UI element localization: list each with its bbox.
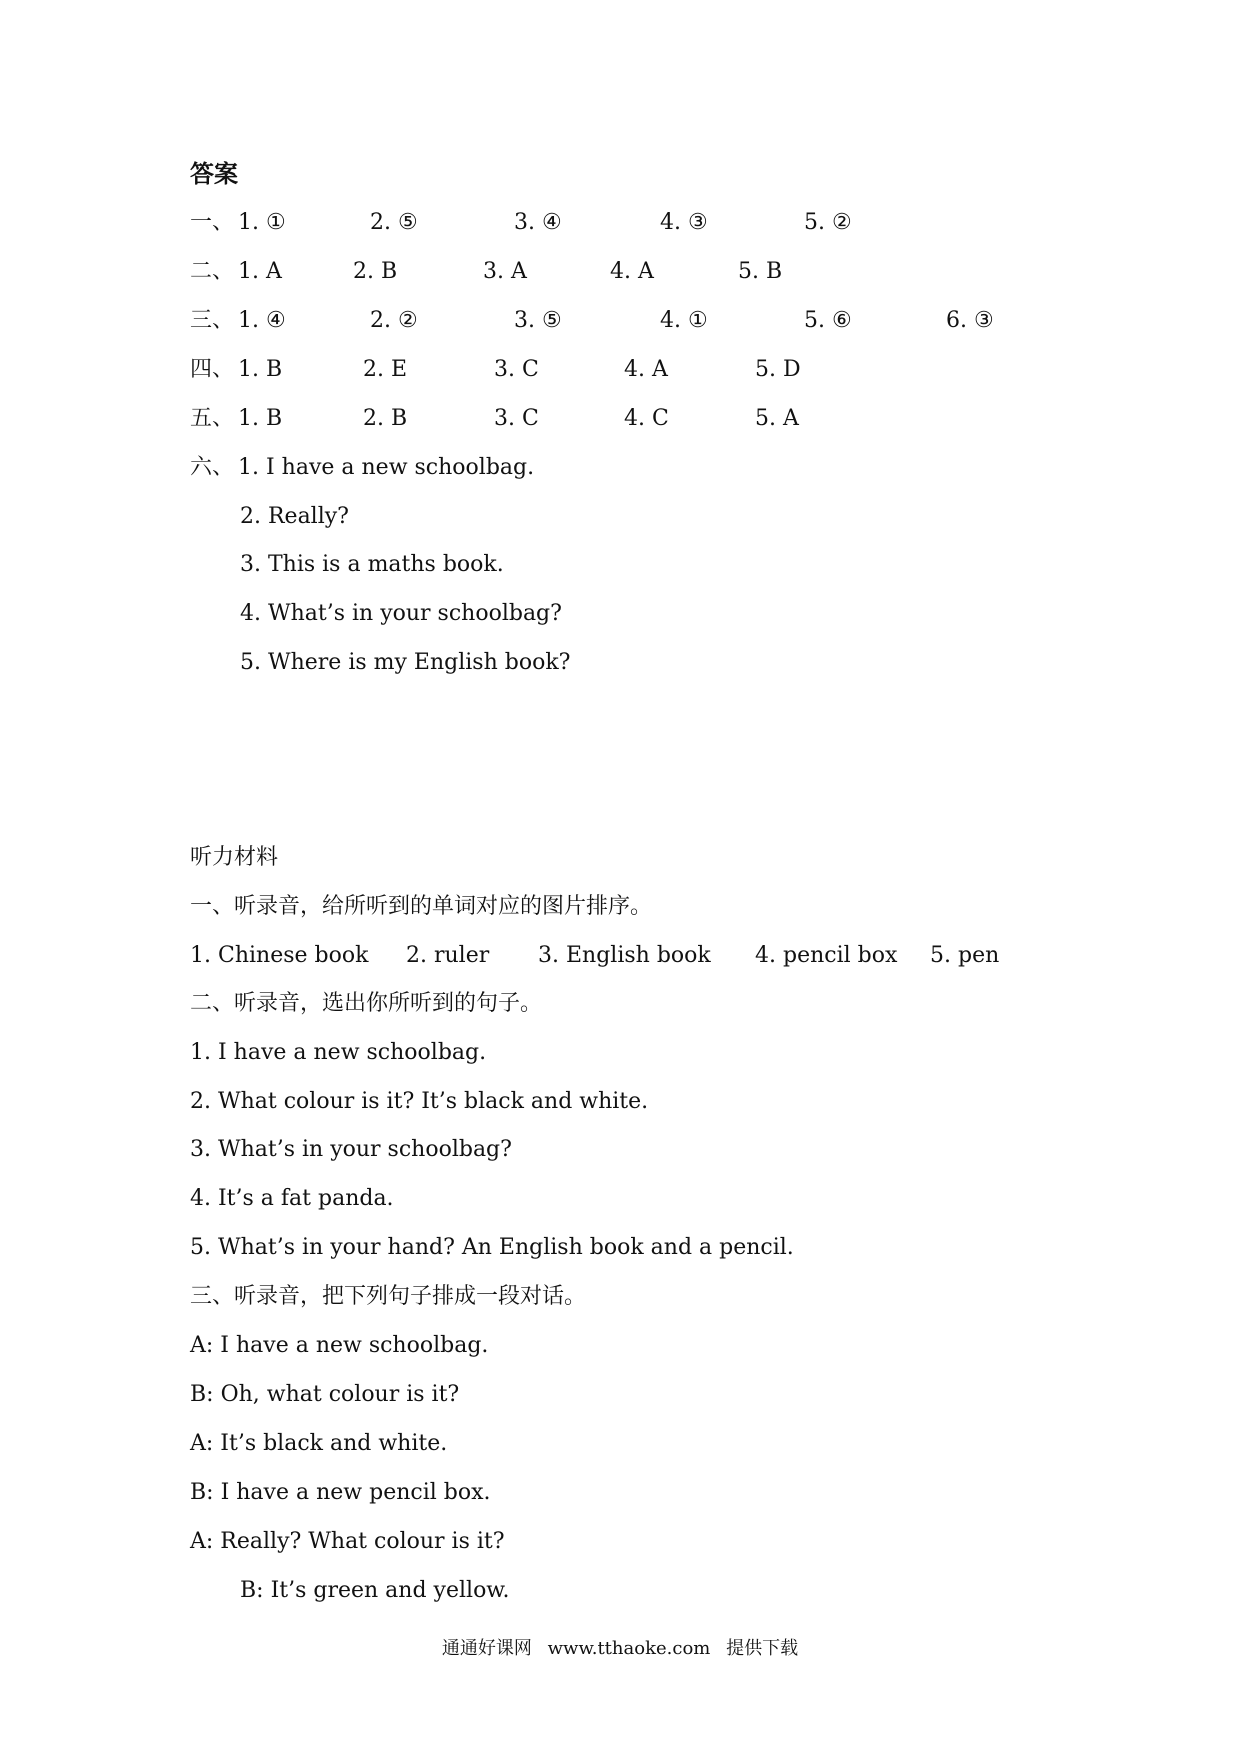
answers-title: 答案 — [190, 159, 238, 188]
row-prefix: 六、 — [190, 455, 235, 480]
answer-item: 5. A — [755, 406, 799, 431]
answer-item: 1. ④ — [238, 308, 286, 333]
answer-item: 1. B — [238, 406, 283, 431]
footer-suffix: 提供下载 — [726, 1638, 799, 1659]
listening-sentence: 1. I have a new schoolbag. — [190, 1040, 487, 1065]
row-prefix: 四、 — [190, 357, 235, 382]
word-item: 4. pencil box — [755, 943, 898, 968]
answer-item: 1. B — [238, 357, 283, 382]
dialogue-line: B: It’s green and yellow. — [240, 1578, 510, 1603]
dialogue-line: B: Oh, what colour is it? — [190, 1382, 460, 1407]
answer-item: 2. E — [363, 357, 408, 382]
listening-sentence: 3. What’s in your schoolbag? — [190, 1137, 512, 1162]
answer-sentence: 5. Where is my English book? — [240, 650, 571, 675]
answer-sentence: 4. What’s in your schoolbag? — [240, 601, 562, 626]
listening-part2-heading: 二、听录音，选出你所听到的句子。 — [190, 991, 543, 1016]
listening-sentence: 4. It’s a fat panda. — [190, 1186, 394, 1211]
word-item: 5. pen — [930, 943, 1000, 968]
answer-item: 4. A — [624, 357, 668, 382]
word-item: 3. English book — [538, 943, 711, 968]
listening-part1-heading: 一、听录音，给所听到的单词对应的图片排序。 — [190, 894, 653, 919]
answer-item: 2. B — [353, 259, 398, 284]
answer-item: 3. ⑤ — [514, 308, 562, 333]
answer-sentence: 2. Really? — [240, 504, 349, 529]
answer-item: 6. ③ — [946, 308, 994, 333]
answer-item: 2. ② — [370, 308, 418, 333]
answer-item: 4. ③ — [660, 210, 708, 235]
dialogue-line: A: It’s black and white. — [190, 1431, 448, 1456]
answer-item: 3. ④ — [514, 210, 562, 235]
answer-item: 5. B — [738, 259, 783, 284]
answer-item: 5. D — [755, 357, 801, 382]
answer-item: 5. ⑥ — [804, 308, 852, 333]
dialogue-line: A: I have a new schoolbag. — [190, 1333, 489, 1358]
answer-item: 4. A — [610, 259, 654, 284]
footer-site-name: 通通好课网 — [441, 1638, 532, 1659]
page-footer — [0, 1637, 1240, 1661]
answer-item: 2. B — [363, 406, 408, 431]
answer-sentence: 3. This is a maths book. — [240, 552, 504, 577]
answer-item: 3. C — [494, 357, 539, 382]
answer-item: 5. ② — [804, 210, 852, 235]
answer-sentence: 1. I have a new schoolbag. — [238, 455, 535, 480]
row-prefix: 二、 — [190, 259, 235, 284]
answer-item: 1. ① — [238, 210, 286, 235]
listening-title: 听力材料 — [190, 845, 279, 870]
row-prefix: 五、 — [190, 406, 235, 431]
answer-item: 1. A — [238, 259, 282, 284]
listening-sentence: 2. What colour is it? It’s black and white. — [190, 1089, 649, 1114]
dialogue-line: A: Really? What colour is it? — [190, 1529, 505, 1554]
dialogue-line: B: I have a new pencil box. — [190, 1480, 491, 1505]
answer-item: 4. ① — [660, 308, 708, 333]
answer-item: 3. A — [483, 259, 527, 284]
row-prefix: 三、 — [190, 308, 235, 333]
footer-url: www.tthaoke.com — [547, 1638, 711, 1659]
answer-item: 4. C — [624, 406, 669, 431]
word-item: 2. ruler — [406, 943, 490, 968]
word-item: 1. Chinese book — [190, 943, 369, 968]
answer-item: 3. C — [494, 406, 539, 431]
listening-part3-heading: 三、听录音，把下列句子排成一段对话。 — [190, 1284, 587, 1309]
answer-item: 2. ⑤ — [370, 210, 418, 235]
listening-sentence: 5. What’s in your hand? An English book and a pencil. — [190, 1235, 794, 1260]
row-prefix: 一、 — [190, 210, 235, 235]
